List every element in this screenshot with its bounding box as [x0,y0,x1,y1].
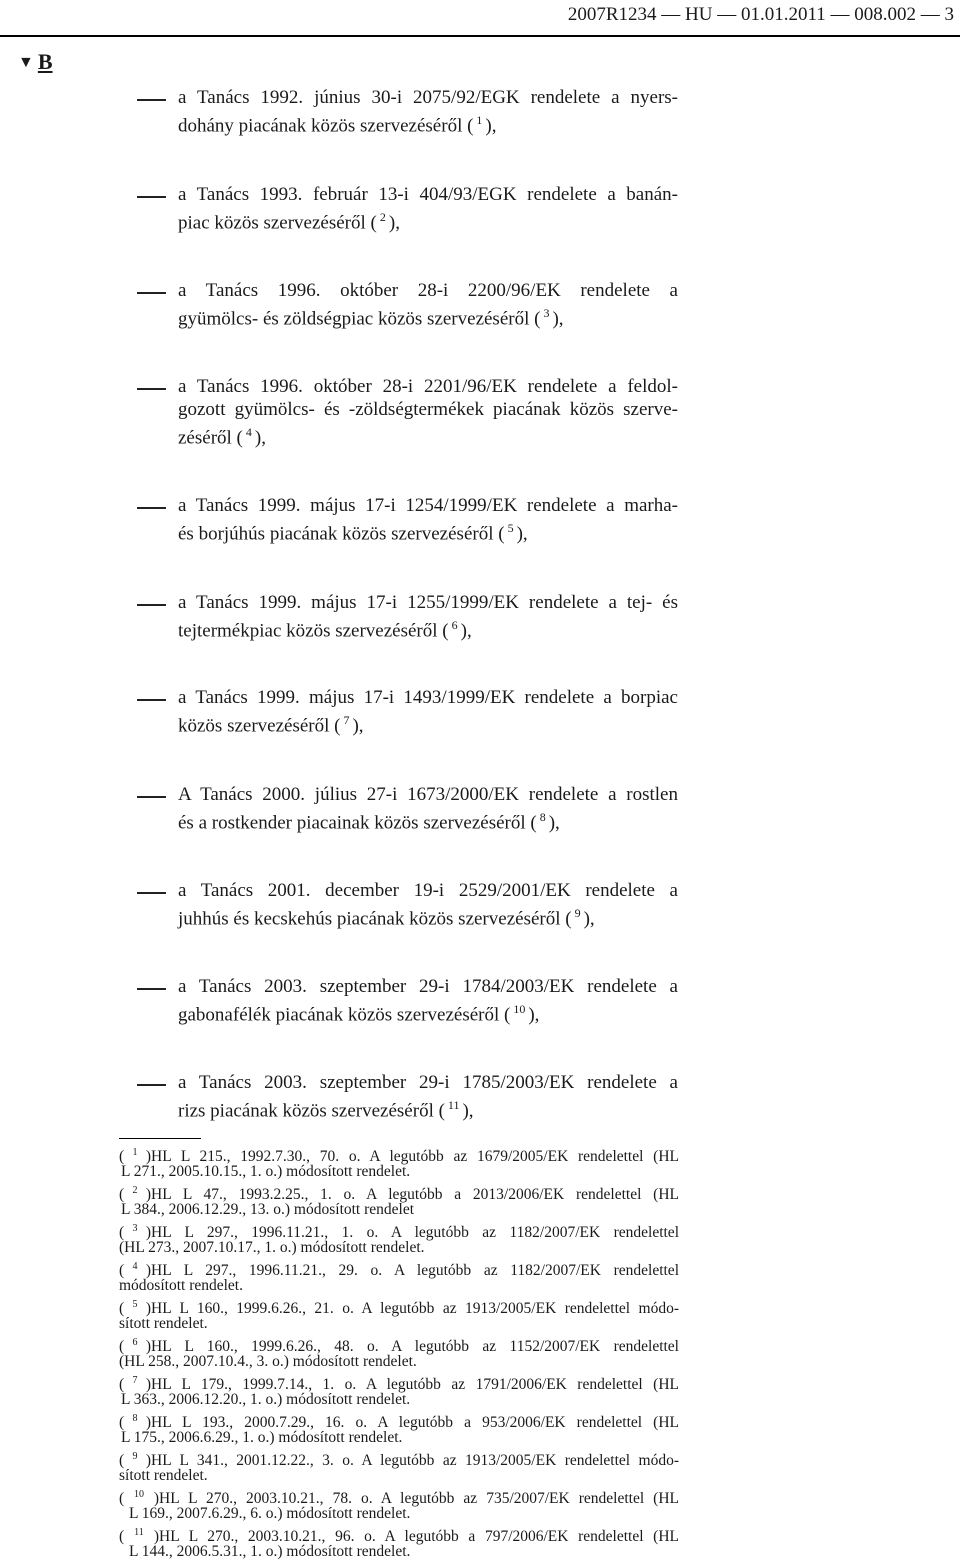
footnote: ( $^1$ )HL L 215., 1992.7.30., 70. o. A legutóbb az 1679/2005/EK rendelettel (HL [119,1143,679,1166]
footnote-label: ( $^3$ ) [119,1223,151,1242]
footnote-label: ( $^7$ ) [119,1375,151,1394]
triangle-down-icon: ▼ [18,54,34,71]
footnote-continuation: sított rendelet. [119,1315,208,1332]
entry-text: a Tanács 2003. szeptember 29-i 1785/2003/EK rendelete a [178,1072,678,1093]
entry-text-last: dohány piacának közös szervezéséről ( $^1$ ), [178,113,497,137]
footnote-continuation: módosított rendelet. [119,1277,243,1294]
footnote-continuation: L 384., 2006.12.29., 13. o.) módosított rendelet [121,1201,415,1218]
footnote-label: ( $^4$ ) [119,1261,151,1280]
footnote: ( $^8$ )HL L 193., 2000.7.29., 16. o. A legutóbb a 953/2006/EK rendelettel (HL [119,1409,679,1432]
entry-text: a Tanács 1993. február 13-i 404/93/EGK rendelete a banán- [178,184,678,205]
entry-text-last: gabonafélék piacának közös szervezéséről ( $^{10}$ ), [178,1002,540,1026]
footnote: ( $^3$ )HL L 297., 1996.11.21., 1. o. A legutóbb az 1182/2007/EK rendelettel [119,1219,679,1242]
footnote: ( $^6$ )HL L 160., 1999.6.26., 48. o. A legutóbb az 1152/2007/EK rendelettel [119,1333,679,1356]
footnote-ref[interactable]: 5 [504,521,517,535]
dash-bullet [137,604,166,606]
entry-text-last: tejtermékpiac közös szervezéséről ( $^6$ ), [178,618,472,642]
dash-bullet [137,388,166,390]
footnote-label: ( $^5$ ) [119,1299,151,1318]
footnote-ref[interactable]: 3 [540,306,553,320]
footnote-ref[interactable]: 2 [376,210,389,224]
entry-text-last: juhhús és kecskehús piacának közös szervezéséről ( $^9$ ), [178,906,595,930]
footnote-continuation: L 169., 2007.6.29., 6. o.) módosított rendelet. [129,1505,411,1522]
entry-text: gozott gyümölcs- és -zöldségtermékek piacának közös szerve- [178,399,678,420]
entry-text-last: rizs piacának közös szervezéséről ( $^{11}$ ), [178,1098,474,1122]
footnote: ( $^{11}$ )HL L 270., 2003.10.21., 96. o. A legutóbb a 797/2006/EK rendelettel (HL [119,1523,679,1546]
footnote-separator [119,1138,201,1139]
footnote: ( $^{10}$ )HL L 270., 2003.10.21., 78. o. A legutóbb az 735/2007/EK rendelettel (HL [119,1485,679,1508]
footnote-label: ( $^{10}$ ) [119,1489,159,1508]
running-header: 2007R1234 — HU — 01.01.2011 — 008.002 — 3 [567,4,954,25]
footnote: ( $^5$ )HL L 160., 1999.6.26., 21. o. A legutóbb az 1913/2005/EK rendelettel módo- [119,1295,679,1318]
footnote-ref[interactable]: 6 [448,618,461,632]
footnote-continuation: sított rendelet. [119,1467,208,1484]
amendment-marker-label: B [37,49,53,74]
dash-bullet [137,99,166,101]
footnote-ref[interactable]: 8 [536,810,549,824]
dash-bullet [137,507,166,509]
footnote-ref[interactable]: 11 [444,1098,463,1112]
entry-text: a Tanács 1992. június 30-i 2075/92/EGK rendelete a nyers- [178,87,678,108]
entry-text-last: gyümölcs- és zöldségpiac közös szervezéséről ( $^3$ ), [178,306,564,330]
footnote-continuation: L 175., 2006.6.29., 1. o.) módosított rendelet. [121,1429,403,1446]
entry-text-last: közös szervezéséről ( $^7$ ), [178,713,364,737]
dash-bullet [137,292,166,294]
footnote-label: ( $^8$ ) [119,1413,151,1432]
footnote-label: ( $^1$ ) [119,1147,151,1166]
entry-text: a Tanács 2003. szeptember 29-i 1784/2003/EK rendelete a [178,976,678,997]
footnote-ref[interactable]: 4 [242,425,255,439]
entry-text: a Tanács 1999. május 17-i 1493/1999/EK rendelete a borpiac [178,687,678,708]
footnote-ref[interactable]: 7 [340,713,353,727]
dash-bullet [137,892,166,894]
footnote-label: ( $^6$ ) [119,1337,151,1356]
footnote: ( $^7$ )HL L 179., 1999.7.14., 1. o. A legutóbb az 1791/2006/EK rendelettel (HL [119,1371,679,1394]
footnote-continuation: L 144., 2006.5.31., 1. o.) módosított rendelet. [129,1543,411,1560]
footnote-continuation: (HL 273., 2007.10.17., 1. o.) módosított rendelet. [119,1239,425,1256]
entry-text: a Tanács 1999. május 17-i 1254/1999/EK rendelete a marha- [178,495,678,516]
footnote-continuation: L 363., 2006.12.20., 1. o.) módosított rendelet. [121,1391,411,1408]
footnote: ( $^4$ )HL L 297., 1996.11.21., 29. o. A legutóbb az 1182/2007/EK rendelettel [119,1257,679,1280]
dash-bullet [137,1084,166,1086]
dash-bullet [137,196,166,198]
footnote-label: ( $^2$ ) [119,1185,151,1204]
dash-bullet [137,796,166,798]
entry-text: a Tanács 1996. október 28-i 2201/96/EK rendelete a feldol- [178,376,678,397]
entry-text: a Tanács 1996. október 28-i 2200/96/EK rendelete a [178,280,678,301]
entry-text: a Tanács 2001. december 19-i 2529/2001/EK rendelete a [178,880,678,901]
footnote-ref[interactable]: 1 [473,113,486,127]
footnote-label: ( $^{11}$ ) [119,1527,159,1546]
amendment-marker [18,48,53,77]
dash-bullet [137,699,166,701]
footnote-ref[interactable]: 10 [510,1002,529,1016]
entry-text-last: és borjúhús piacának közös szervezéséről ( $^5$ ), [178,521,528,545]
footnote: ( $^9$ )HL L 341., 2001.12.22., 3. o. A legutóbb az 1913/2005/EK rendelettel módo- [119,1447,679,1470]
entry-text: a Tanács 1999. május 17-i 1255/1999/EK rendelete a tej- és [178,592,678,613]
footnote: ( $^2$ )HL L 47., 1993.2.25., 1. o. A legutóbb a 2013/2006/EK rendelettel (HL [119,1181,679,1204]
entry-text-last: zéséről ( $^4$ ), [178,425,266,449]
header-rule [0,35,960,37]
entry-text: A Tanács 2000. július 27-i 1673/2000/EK rendelete a rostlen [178,784,678,805]
dash-bullet [137,988,166,990]
entry-text-last: piac közös szervezéséről ( $^2$ ), [178,210,400,234]
footnote-continuation: (HL 258., 2007.10.4., 3. o.) módosított rendelet. [119,1353,417,1370]
footnote-continuation: L 271., 2005.10.15., 1. o.) módosított rendelet. [121,1163,411,1180]
entry-text-last: és a rostkender piacainak közös szervezéséről ( $^8$ ), [178,810,560,834]
footnote-ref[interactable]: 9 [571,906,584,920]
footnote-label: ( $^9$ ) [119,1451,151,1470]
